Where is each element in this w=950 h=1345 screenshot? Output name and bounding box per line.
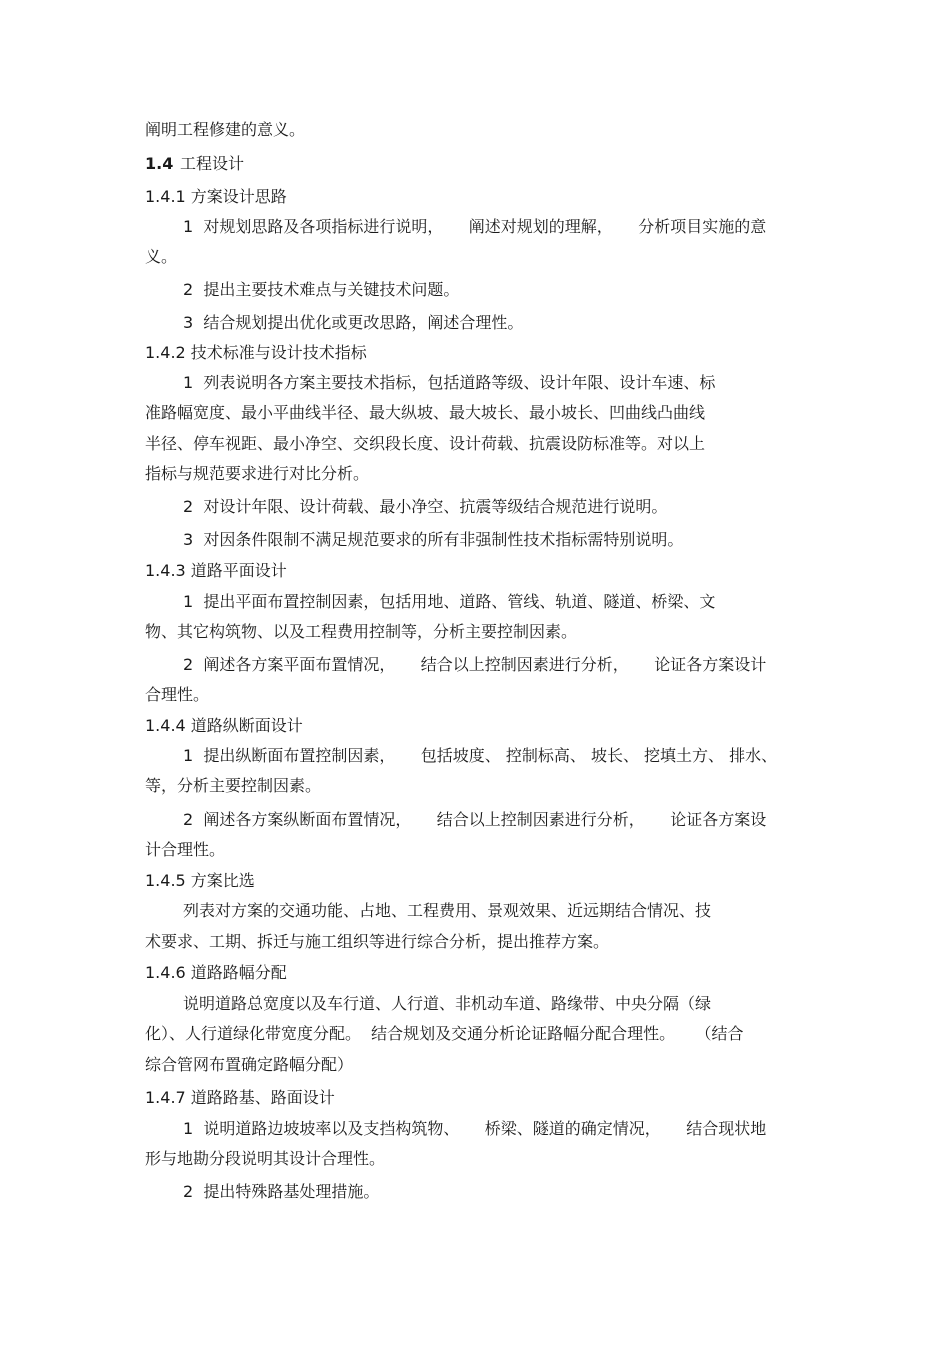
paragraph-line: 合理性。 [145, 685, 210, 704]
section-title: 工程设计 [180, 154, 245, 173]
paragraph-line: 2 阐述各方案平面布置情况， 结合以上控制因素进行分析， 论证各方案设计 [183, 655, 767, 674]
paragraph-line: 3 结合规划提出优化或更改思路，阐述合理性。 [183, 313, 524, 332]
paragraph-line: 化）、人行道绿化带宽度分配。 结合规划及交通分析论证路幅分配合理性。 （结合 [145, 1024, 744, 1043]
paragraph-line: 1 对规划思路及各项指标进行说明， 阐述对规划的理解， 分析项目实施的意 [183, 217, 767, 236]
paragraph-line: 列表对方案的交通功能、占地、工程费用、景观效果、近远期结合情况、技 [183, 901, 712, 920]
subsection-heading: 1.4.6 道路路幅分配 [145, 963, 287, 982]
paragraph-line: 计合理性。 [145, 840, 226, 859]
paragraph-line: 2 提出主要技术难点与关键技术问题。 [183, 280, 460, 299]
paragraph-line: 术要求、工期、拆迁与施工组织等进行综合分析，提出推荐方案。 [145, 932, 610, 951]
paragraph-line: 义。 [145, 247, 178, 266]
paragraph-line: 等，分析主要控制因素。 [145, 776, 322, 795]
subsection-heading: 1.4.2 技术标准与设计技术指标 [145, 343, 367, 362]
paragraph-line: 综合管网布置确定路幅分配） [145, 1055, 354, 1074]
paragraph-line: 形与地勘分段说明其设计合理性。 [145, 1149, 386, 1168]
paragraph-line: 1 说明道路边坡坡率以及支挡构筑物、 桥梁、隧道的确定情况， 结合现状地 [183, 1119, 767, 1138]
paragraph-line: 2 提出特殊路基处理措施。 [183, 1182, 380, 1201]
paragraph-line: 1 提出纵断面布置控制因素， 包括坡度、 控制标高、 坡长、 挖填土方、 排水、 [183, 746, 778, 765]
paragraph-line: 1 提出平面布置控制因素，包括用地、道路、管线、轨道、隧道、桥梁、文 [183, 592, 716, 611]
subsection-heading: 1.4.3 道路平面设计 [145, 561, 287, 580]
paragraph-line: 准路幅宽度、最小平曲线半径、最大纵坡、最大坡长、最小坡长、凹曲线凸曲线 [145, 403, 706, 422]
text-line: 阐明工程修建的意义。 [145, 120, 306, 139]
paragraph-line: 物、其它构筑物、以及工程费用控制等，分析主要控制因素。 [145, 622, 578, 641]
subsection-heading: 1.4.4 道路纵断面设计 [145, 716, 303, 735]
subsection-heading: 1.4.5 方案比选 [145, 871, 255, 890]
paragraph-line: 1 列表说明各方案主要技术指标，包括道路等级、设计年限、设计车速、标 [183, 373, 716, 392]
paragraph-line: 说明道路总宽度以及车行道、人行道、非机动车道、路缘带、中央分隔（绿 [183, 994, 712, 1013]
paragraph-line: 指标与规范要求进行对比分析。 [145, 464, 370, 483]
subsection-heading: 1.4.1 方案设计思路 [145, 187, 287, 206]
paragraph-line: 2 对设计年限、设计荷载、最小净空、抗震等级结合规范进行说明。 [183, 497, 668, 516]
paragraph-line: 3 对因条件限制不满足规范要求的所有非强制性技术指标需特别说明。 [183, 530, 684, 549]
paragraph-line: 2 阐述各方案纵断面布置情况， 结合以上控制因素进行分析， 论证各方案设 [183, 810, 767, 829]
subsection-heading: 1.4.7 道路路基、路面设计 [145, 1088, 335, 1107]
paragraph-line: 半径、停车视距、最小净空、交织段长度、设计荷载、抗震设防标准等。对以上 [145, 434, 706, 453]
section-number: 1.4 [145, 154, 174, 173]
